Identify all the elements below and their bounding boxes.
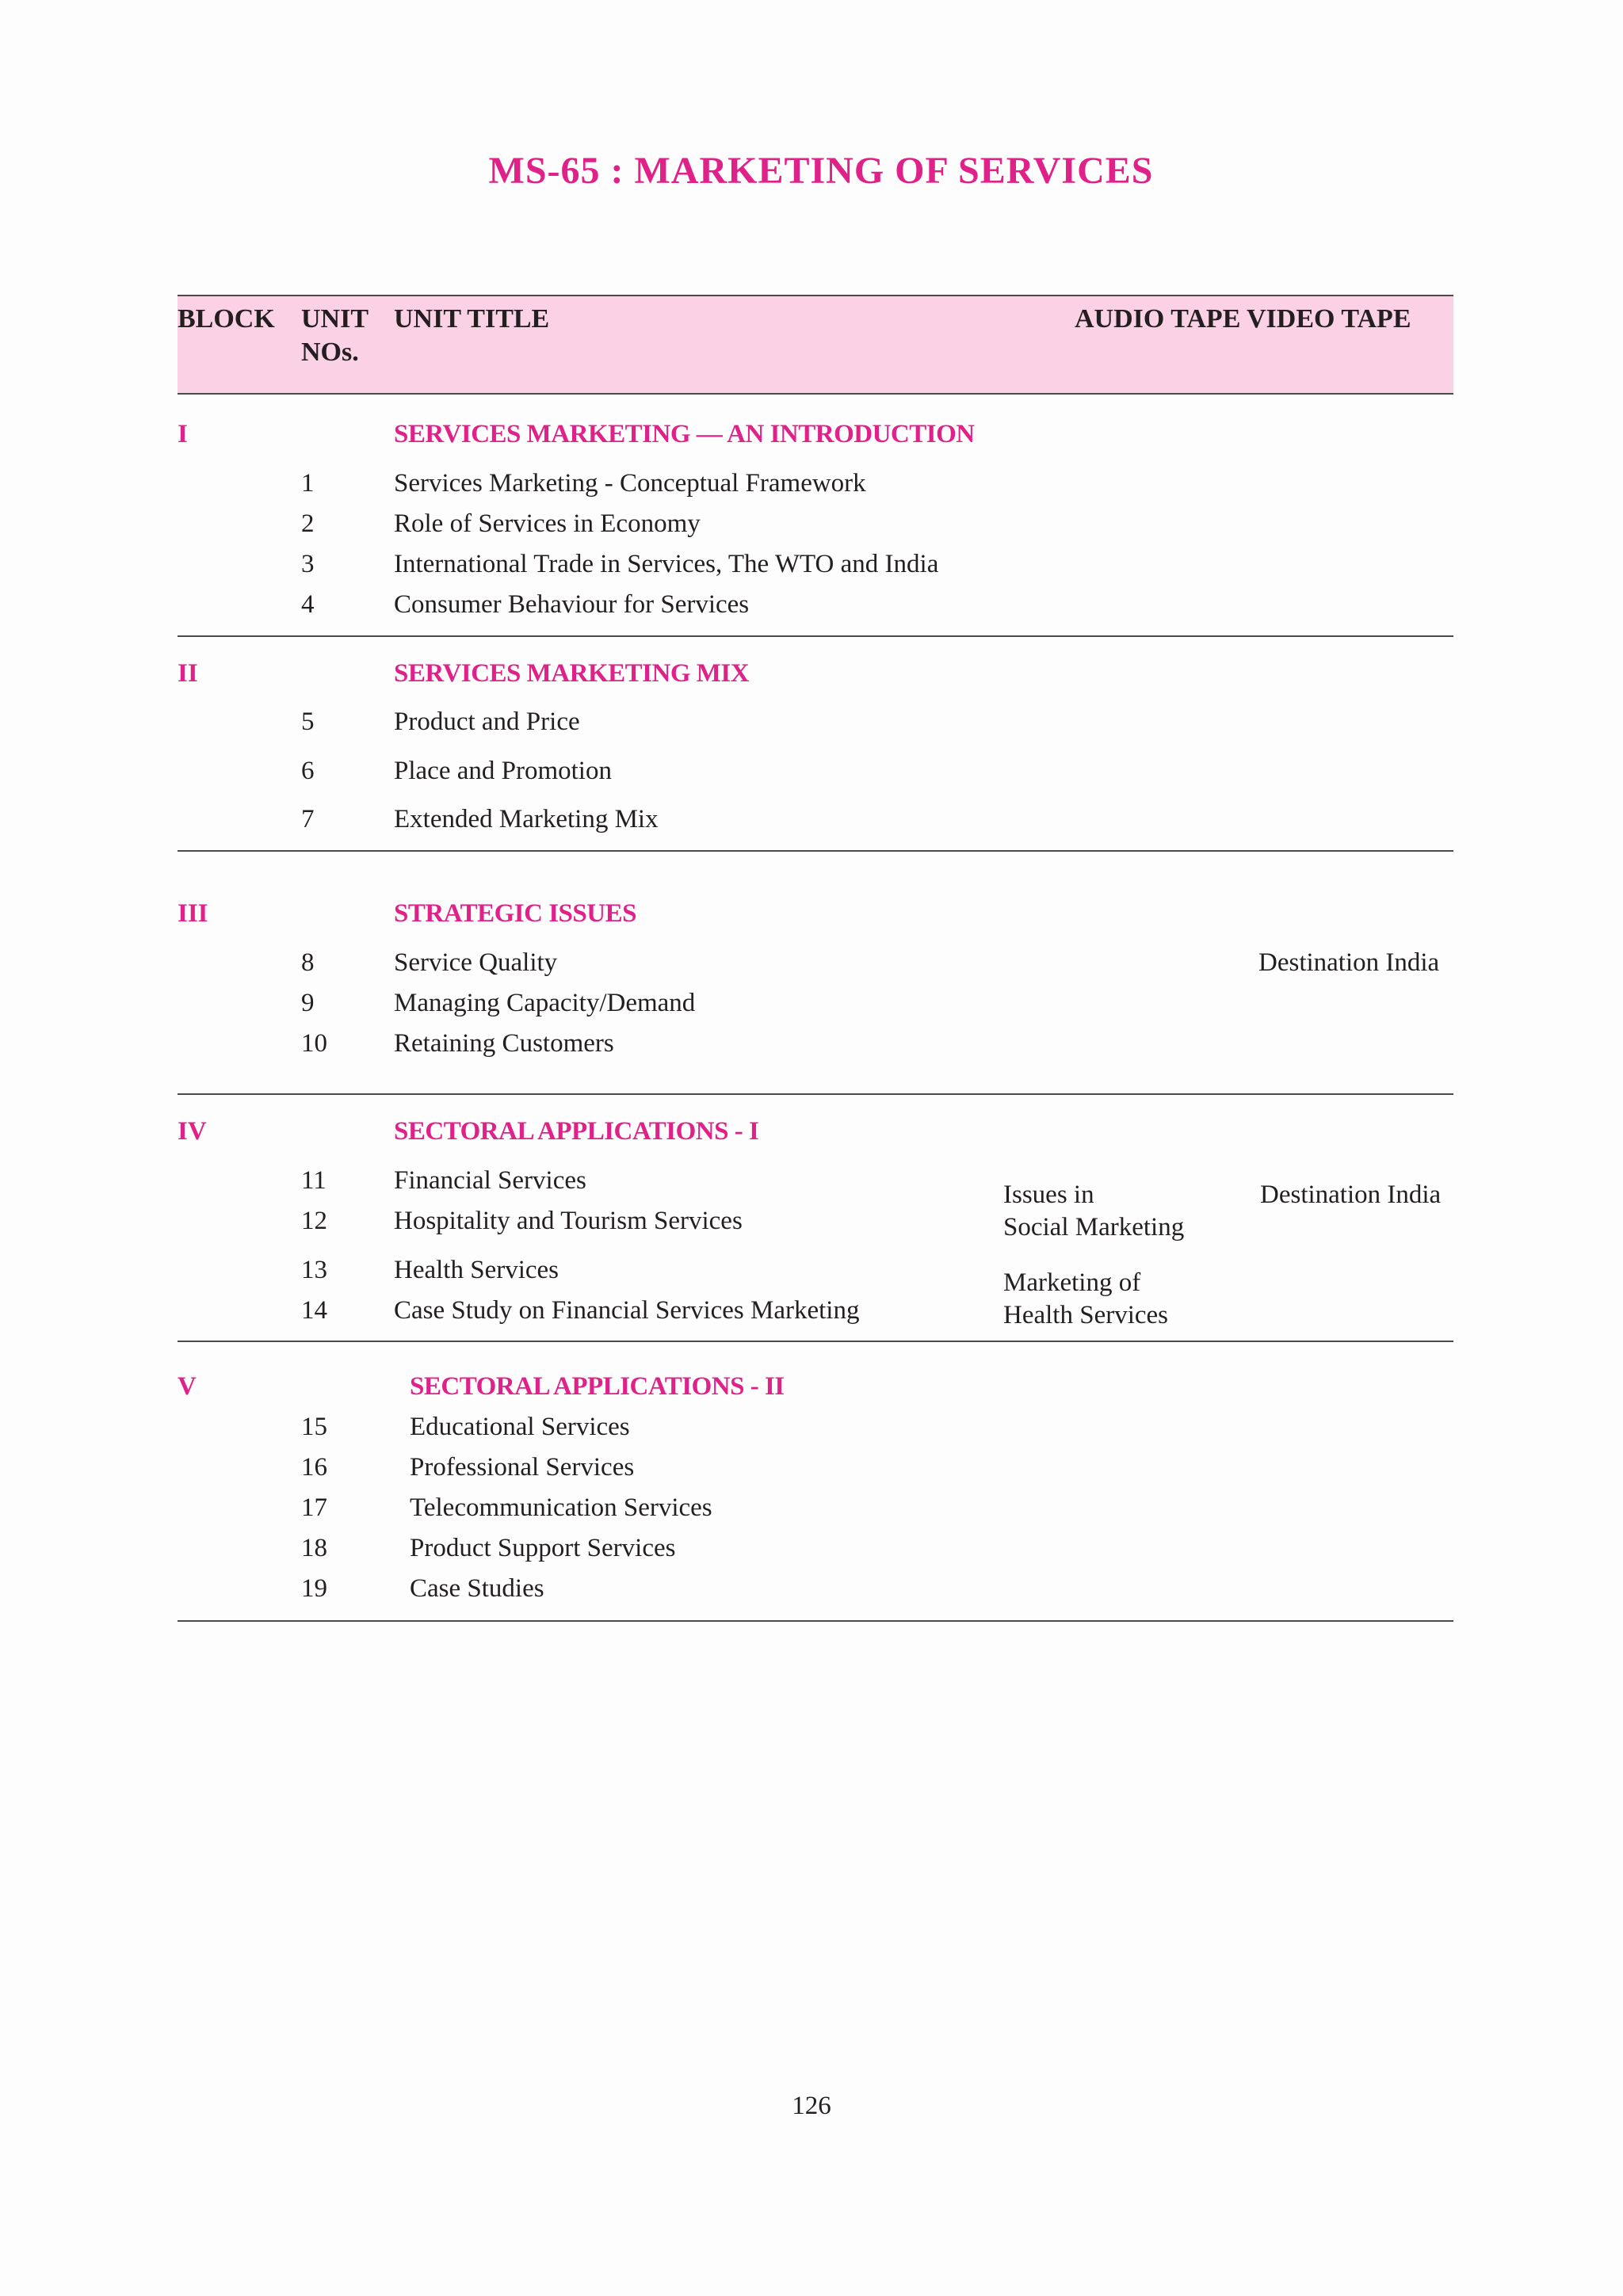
audio-tape-entry: Issues in xyxy=(1003,1180,1094,1209)
unit-title: Role of Services in Economy xyxy=(394,509,701,538)
unit-title: Consumer Behaviour for Services xyxy=(394,590,750,619)
block-number: III xyxy=(178,899,208,928)
unit-title: International Trade in Services, The WTO and India xyxy=(394,550,939,578)
unit-number: 1 xyxy=(301,469,315,498)
block-divider xyxy=(178,850,1453,852)
block-title: SERVICES MARKETING — AN INTRODUCTION xyxy=(394,420,975,448)
header-audio-tape: AUDIO TAPE xyxy=(1075,304,1241,334)
unit-number: 8 xyxy=(301,948,315,977)
unit-title: Financial Services xyxy=(394,1166,586,1195)
page-number: 126 xyxy=(792,2092,831,2120)
block-divider xyxy=(178,1341,1453,1342)
unit-number: 2 xyxy=(301,509,315,538)
unit-title: Case Study on Financial Services Marketing xyxy=(394,1296,860,1325)
unit-title: Services Marketing - Conceptual Framework xyxy=(394,469,866,498)
block-number: II xyxy=(178,659,198,688)
unit-number: 4 xyxy=(301,590,315,619)
audio-tape-entry: Social Marketing xyxy=(1003,1213,1185,1241)
unit-title: Health Services xyxy=(394,1256,559,1284)
table-bottom-rule xyxy=(178,1620,1453,1622)
unit-title: Product and Price xyxy=(394,707,580,736)
block-divider xyxy=(178,635,1453,637)
video-tape-entry: Destination India xyxy=(1260,1180,1442,1209)
unit-number: 10 xyxy=(301,1029,327,1058)
unit-title: Case Studies xyxy=(410,1574,544,1603)
video-tape-entry: Destination India xyxy=(1258,948,1440,977)
unit-number: 13 xyxy=(301,1256,327,1284)
unit-number: 9 xyxy=(301,989,315,1017)
unit-title: Professional Services xyxy=(410,1453,635,1482)
unit-number: 11 xyxy=(301,1166,327,1195)
block-number: V xyxy=(178,1372,197,1401)
header-unit-title: UNIT TITLE xyxy=(394,304,550,334)
unit-number: 19 xyxy=(301,1574,327,1603)
header-unit: UNIT xyxy=(301,304,369,334)
unit-title: Retaining Customers xyxy=(394,1029,614,1058)
header-unit-nos: NOs. xyxy=(301,338,359,367)
block-divider xyxy=(178,1093,1453,1095)
unit-number: 16 xyxy=(301,1453,327,1482)
block-title: SERVICES MARKETING MIX xyxy=(394,659,750,688)
block-title: STRATEGIC ISSUES xyxy=(394,899,636,928)
unit-number: 6 xyxy=(301,757,315,785)
header-block: BLOCK xyxy=(178,304,275,334)
unit-number: 5 xyxy=(301,707,315,736)
page-title: MS-65 : MARKETING OF SERVICES xyxy=(488,150,1154,192)
header-bottom-rule xyxy=(178,393,1453,395)
block-number: IV xyxy=(178,1117,207,1146)
unit-title: Managing Capacity/Demand xyxy=(394,989,696,1017)
block-title: SECTORAL APPLICATIONS - II xyxy=(410,1372,785,1401)
block-title: SECTORAL APPLICATIONS - I xyxy=(394,1117,759,1146)
unit-number: 7 xyxy=(301,805,315,833)
unit-number: 14 xyxy=(301,1296,327,1325)
unit-number: 18 xyxy=(301,1534,327,1562)
audio-tape-entry: Health Services xyxy=(1003,1301,1169,1329)
unit-title: Telecommunication Services xyxy=(410,1493,712,1522)
unit-title: Extended Marketing Mix xyxy=(394,805,659,833)
unit-title: Place and Promotion xyxy=(394,757,612,785)
unit-title: Educational Services xyxy=(410,1413,630,1441)
unit-number: 17 xyxy=(301,1493,327,1522)
unit-title: Product Support Services xyxy=(410,1534,676,1562)
header-top-rule xyxy=(178,295,1453,296)
unit-number: 15 xyxy=(301,1413,327,1441)
unit-number: 3 xyxy=(301,550,315,578)
audio-tape-entry: Marketing of xyxy=(1003,1268,1141,1297)
header-video-tape: VIDEO TAPE xyxy=(1247,304,1411,334)
unit-title: Hospitality and Tourism Services xyxy=(394,1207,743,1235)
block-number: I xyxy=(178,420,188,448)
unit-number: 12 xyxy=(301,1207,327,1235)
unit-title: Service Quality xyxy=(394,948,558,977)
